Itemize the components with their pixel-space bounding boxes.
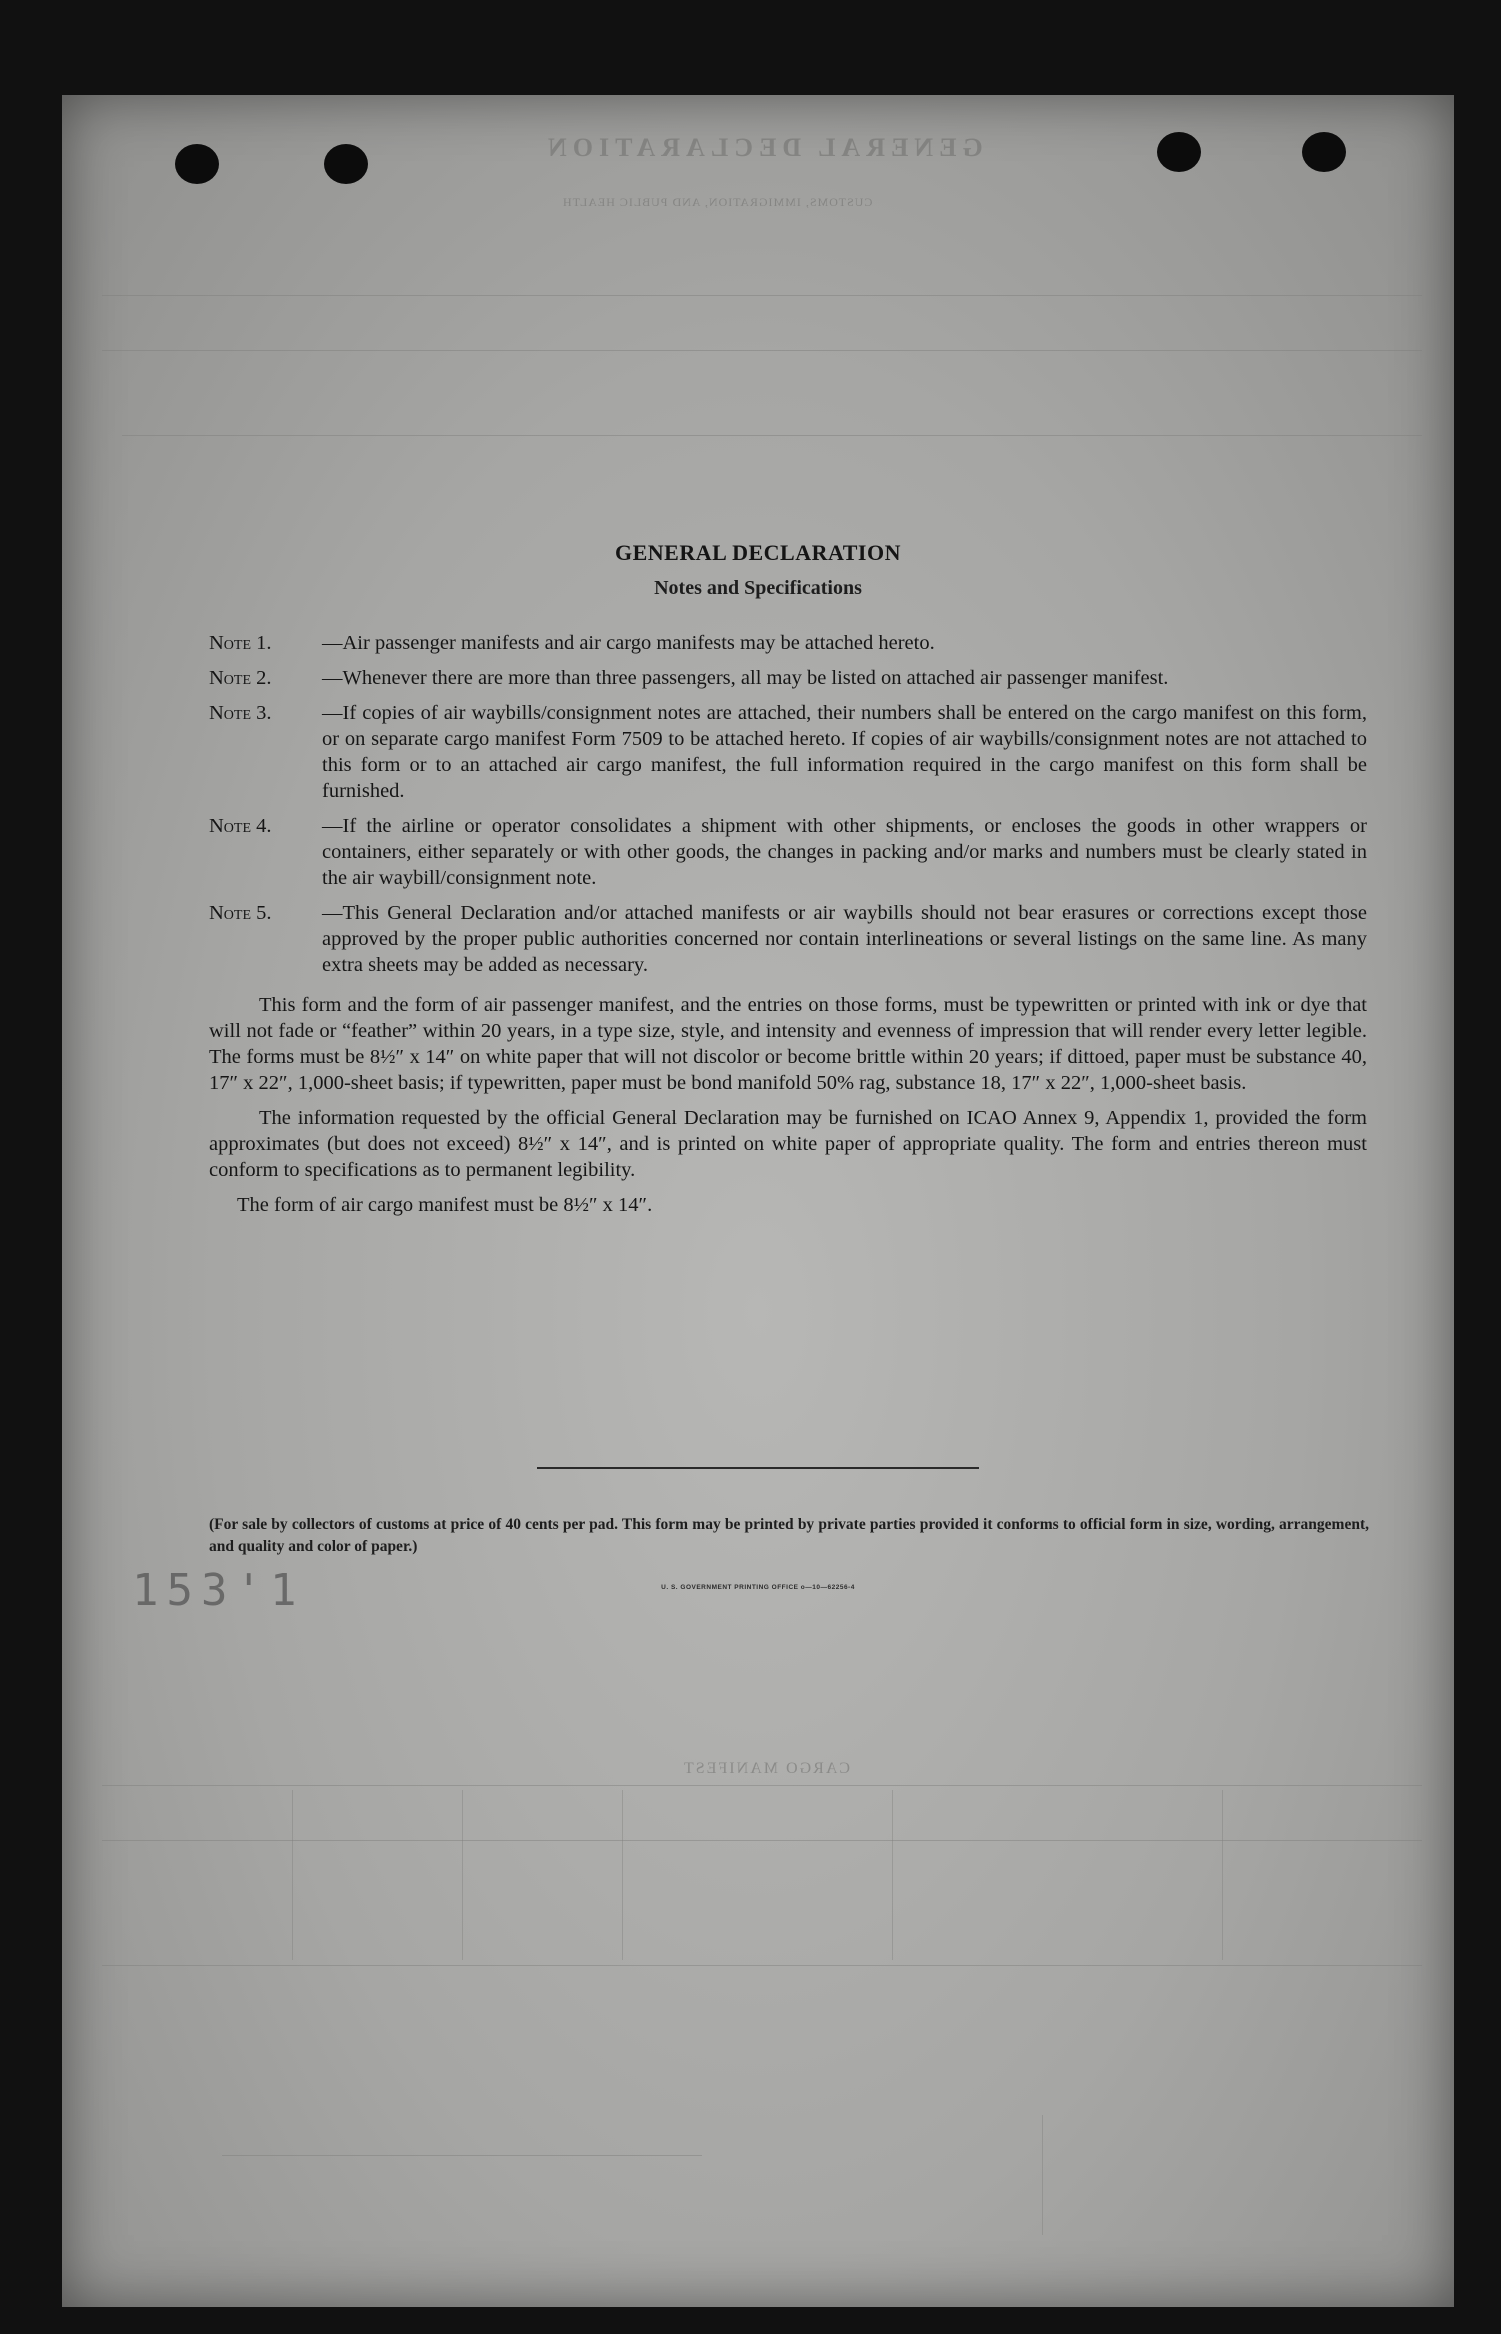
bleed-through-rule	[102, 1840, 1422, 1841]
note-number: 4.	[256, 815, 272, 837]
note-item	[209, 900, 1367, 978]
note-word: Note	[209, 632, 252, 654]
bleed-through-rule	[102, 1965, 1422, 1966]
printing-office-imprint: U. S. GOVERNMENT PRINTING OFFICE o—10—62256-4	[661, 1584, 855, 1591]
note-word: Note	[209, 702, 252, 724]
note-item	[209, 665, 1367, 691]
note-item	[209, 813, 1367, 891]
document-page	[62, 95, 1454, 2307]
sale-notice: (For sale by collectors of customs at price of 40 cents per pad. This form may be printed by private parties provided it conforms to official form in size, wording, arrangement, and quality and color of paper.)	[209, 1516, 1369, 1555]
bleed-through-rule	[222, 2155, 702, 2156]
punch-hole	[1157, 132, 1201, 172]
note-word: Note	[209, 667, 252, 689]
bleed-through-rule	[102, 1785, 1422, 1786]
specification-paragraph: This form and the form of air passenger manifest, and the entries on those forms, must be typewritten or printed with ink or dye that will not fade or “feather” within 20 years, in a type size, style, and intensity and evenness of impression that will render every letter legible. The forms must be 8½″ x 14″ on white paper that will not discolor or become brittle within 20 years; if dittoed, paper must be substance 40, 17″ x 22″, 1,000-sheet basis; if typewritten, paper must be bond manifold 50% rag, substance 18, 17″ x 22″, 1,000-sheet basis.	[209, 994, 1367, 1094]
note-text: —If the airline or operator consolidates a shipment with other shipments, or encloses the goods in other wrappers or containers, either separately or with other goods, the changes in packing and/or marks and numbers must be clearly stated in the air waybill/consignment note.	[322, 815, 1367, 889]
bleed-through-subheader: CUSTOMS, IMMIGRATION, AND PUBLIC HEALTH	[562, 195, 873, 209]
note-item	[209, 700, 1367, 804]
bleed-through-rule	[102, 295, 1422, 296]
ink-stamp-number: 153'1	[132, 1565, 305, 1616]
notes-section	[209, 630, 1367, 1227]
punch-hole	[324, 144, 368, 184]
note-number: 5.	[256, 902, 272, 924]
bleed-through-column-line	[1222, 1790, 1223, 1960]
bleed-through-column-line	[292, 1790, 293, 1960]
specification-paragraph: The form of air cargo manifest must be 8½″ x 14″.	[237, 1194, 653, 1216]
punch-hole	[175, 144, 219, 184]
note-text: —This General Declaration and/or attached manifests or air waybills should not bear erasures or corrections except those approved by the proper public authorities concerned nor contain interlineations or several listings on the same line. As many extra sheets may be added as necessary.	[322, 902, 1367, 976]
punch-hole	[1302, 132, 1346, 172]
note-text: —Air passenger manifests and air cargo manifests may be attached hereto.	[322, 632, 935, 654]
divider	[537, 1467, 979, 1469]
page-subtitle: Notes and Specifications	[654, 577, 862, 599]
bleed-through-column-line	[622, 1790, 623, 1960]
specification-paragraph: The information requested by the official General Declaration may be furnished on ICAO Annex 9, Appendix 1, provided the form approximates (but does not exceed) 8½″ x 14″, and is printed on white paper of appropriate quality. The form and entries thereon must conform to specifications as to permanent legibility.	[209, 1107, 1367, 1181]
note-number: 2.	[256, 667, 272, 689]
note-number: 3.	[256, 702, 272, 724]
bleed-through-header: GENERAL DECLARATION	[542, 133, 983, 162]
bleed-through-cargo-header: CARGO MANIFEST	[682, 1760, 851, 1777]
note-text: —If copies of air waybills/consignment notes are attached, their numbers shall be entered on the cargo manifest on this form, or on separate cargo manifest Form 7509 to be attached hereto. If copies of air waybills/consignment notes are not attached to this form or to an attached air cargo manifest, the full information required in the cargo manifest on this form shall be furnished.	[322, 702, 1367, 802]
note-word: Note	[209, 815, 252, 837]
bleed-through-column-line	[892, 1790, 893, 1960]
bleed-through-column-line	[1042, 2115, 1043, 2235]
note-text: —Whenever there are more than three passengers, all may be listed on attached air passenger manifest.	[322, 667, 1169, 689]
bleed-through-column-line	[462, 1790, 463, 1960]
note-number: 1.	[256, 632, 272, 654]
note-item	[209, 630, 1367, 656]
note-word: Note	[209, 902, 252, 924]
bleed-through-rule	[102, 350, 1422, 351]
page-title: GENERAL DECLARATION	[615, 540, 901, 565]
bleed-through-rule	[122, 435, 1422, 436]
